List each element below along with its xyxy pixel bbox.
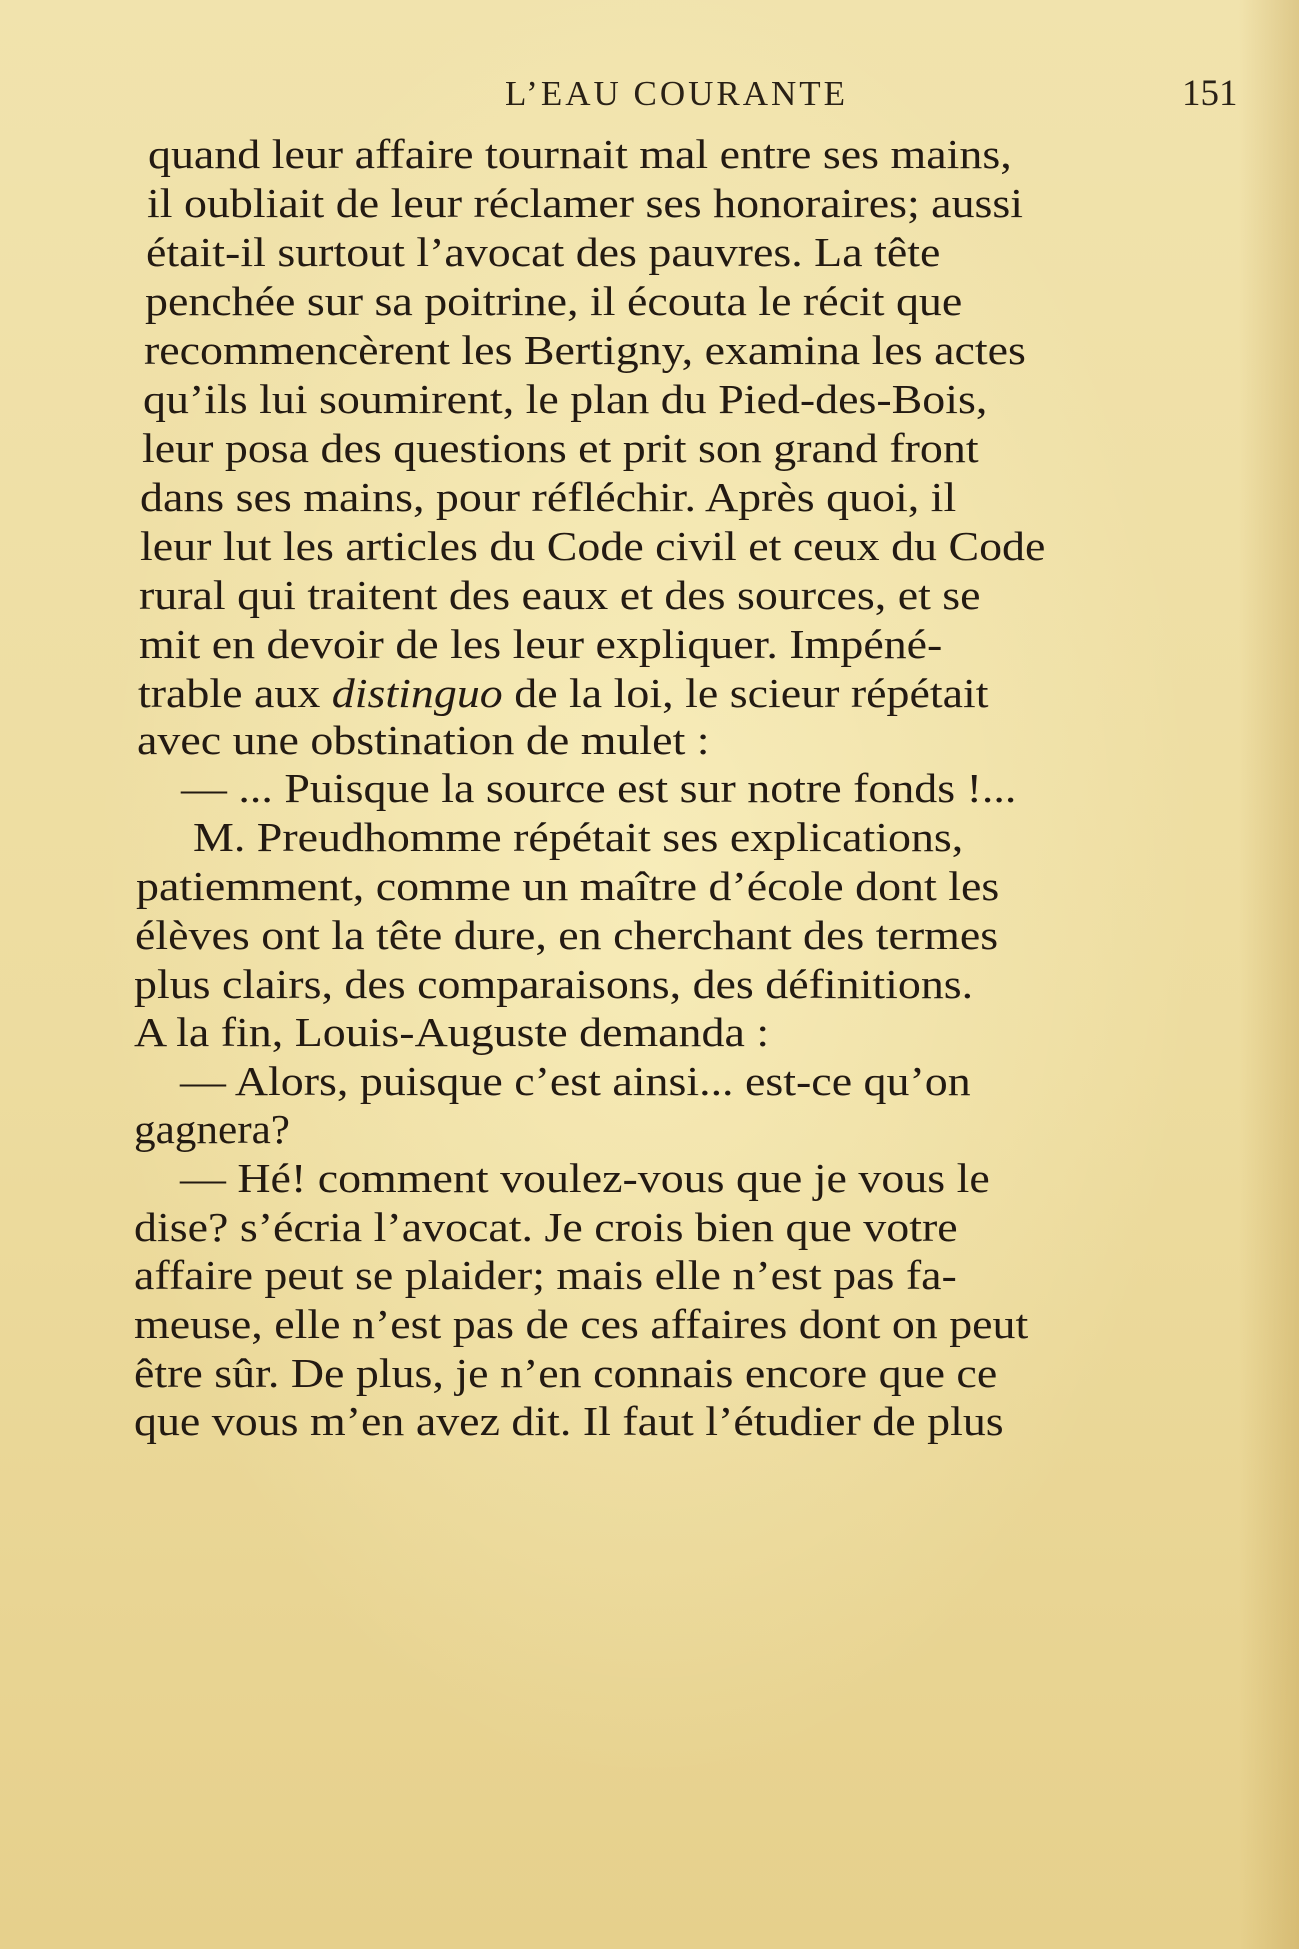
text-line: — ... Puisque la source est sur notre fonds !...	[181, 765, 1017, 811]
text-line: M. Preudhomme répétait ses explications,	[193, 814, 964, 860]
text-line: — Alors, puisque c’est ainsi... est-ce qu’on	[180, 1058, 971, 1104]
italic-word: distinguo	[331, 670, 503, 716]
text-line-with-italic	[138, 670, 989, 716]
text-line: penchée sur sa poitrine, il écouta le récit que	[145, 278, 963, 324]
text-line: qu’ils lui soumirent, le plan du Pied-des-Bois,	[143, 376, 988, 422]
page-edge-shadow	[1239, 0, 1299, 1949]
text-line: était-il surtout l’avocat des pauvres. La tête	[146, 229, 941, 275]
text-line: affaire peut se plaider; mais elle n’est pas fa-	[134, 1252, 957, 1298]
text-line: gagnera?	[134, 1106, 290, 1152]
running-title: L’EAU COURANTE	[505, 74, 849, 113]
text-line: plus clairs, des comparaisons, des définitions.	[134, 961, 974, 1007]
text-line: être sûr. De plus, je n’en connais encore que ce	[134, 1350, 998, 1396]
text-line: que vous m’en avez dit. Il faut l’étudier de plus	[134, 1398, 1004, 1444]
body-text	[134, 0, 1246, 1949]
text-line: dise? s’écria l’avocat. Je crois bien que votre	[134, 1204, 958, 1250]
text-line: patiemment, comme un maître d’école dont les	[136, 863, 1000, 909]
text-line: A la fin, Louis-Auguste demanda :	[134, 1009, 770, 1055]
text-line: — Hé! comment voulez-vous que je vous le	[180, 1155, 990, 1201]
text-line: quand leur affaire tournait mal entre ses mains,	[148, 131, 1012, 177]
text-line: avec une obstination de mulet :	[137, 717, 710, 763]
text-line: mit en devoir de les leur expliquer. Impéné-	[139, 621, 943, 667]
text-line: rural qui traitent des eaux et des sources, et se	[139, 572, 981, 618]
text-line: dans ses mains, pour réfléchir. Après quoi, il	[140, 474, 957, 520]
text-line: meuse, elle n’est pas de ces affaires dont on peut	[134, 1301, 1029, 1347]
text-line: recommencèrent les Bertigny, examina les actes	[144, 327, 1026, 373]
text-line: il oubliait de leur réclamer ses honoraires; aussi	[147, 180, 1024, 226]
text-line: leur posa des questions et prit son grand front	[142, 425, 979, 471]
text-line: leur lut les articles du Code civil et ceux du Code	[140, 523, 1046, 569]
text-line: élèves ont la tête dure, en cherchant des termes	[135, 912, 999, 958]
page-number: 151	[1182, 73, 1238, 114]
text-run: trable aux	[138, 670, 332, 716]
text-run: de la loi, le scieur répétait	[502, 670, 989, 716]
